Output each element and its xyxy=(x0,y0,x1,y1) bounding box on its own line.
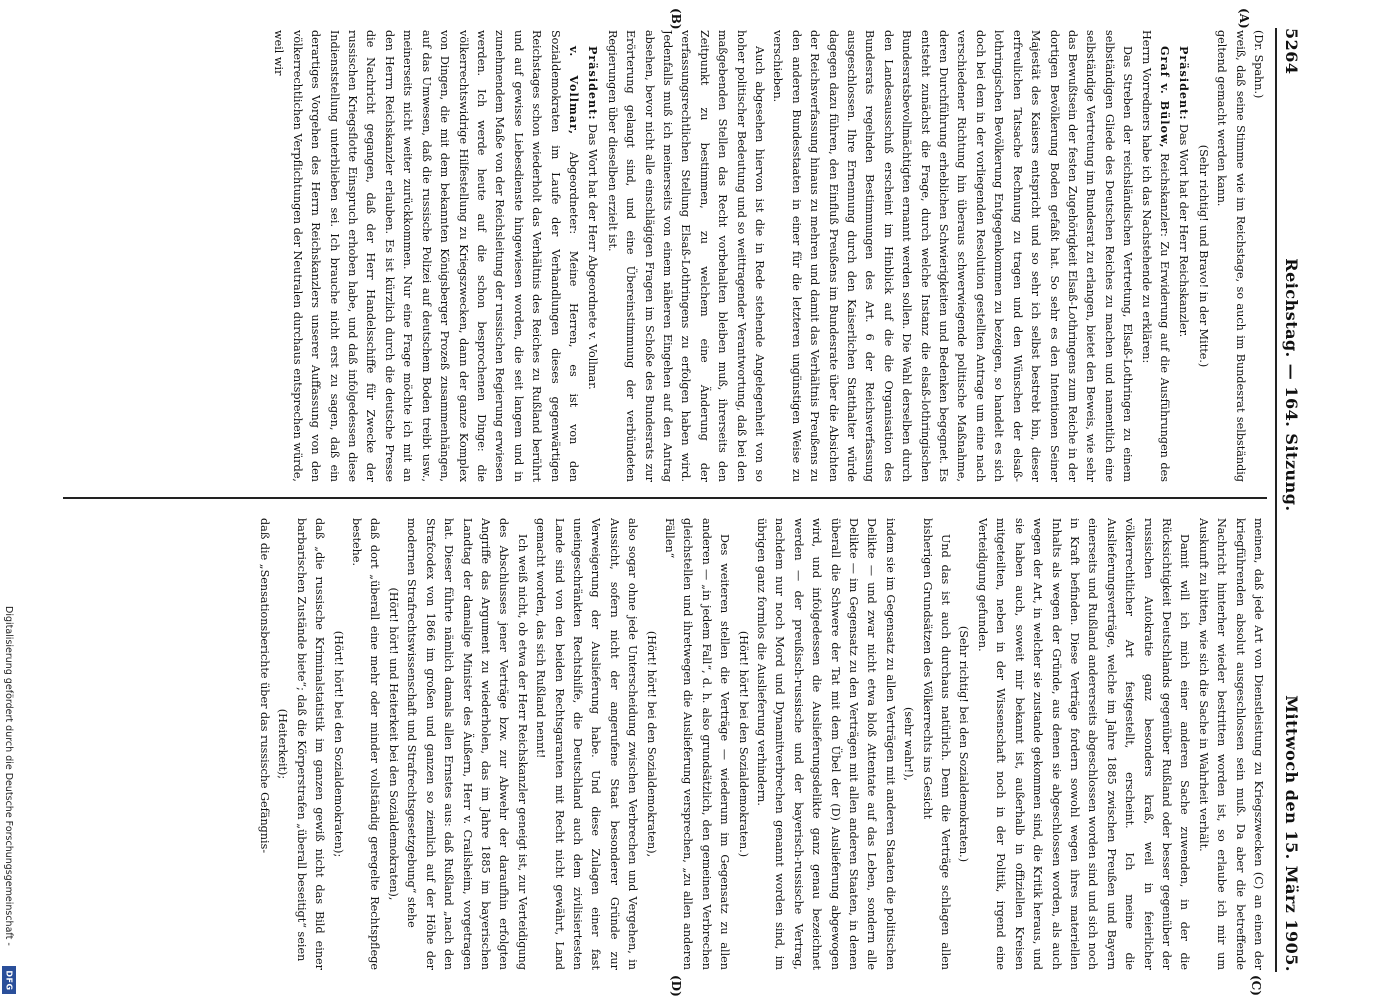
paragraph-text: (Hört! hört! bei den Sozialdemokraten.) xyxy=(736,630,750,858)
dfg-logo-text: DFG xyxy=(4,969,14,991)
paragraph-text: (Hört! hört! bei den Sozialdemokraten); xyxy=(331,630,345,858)
paragraph-text: (Hört! hört! und Heiterkeit bei den Sozialdemokraten), xyxy=(386,587,400,901)
paragraph xyxy=(1193,30,1211,482)
digitization-credit: Digitalisierung gefördert durch die Deutsche Forschungsgemeinschaft - xyxy=(3,606,14,946)
paragraph xyxy=(733,518,751,970)
paragraph-text: Abgeordneter: Meine Herren, es ist von den Sozialdemokraten im Laufe der Verhandlungen dieses gegenwärtigen Reichstages schon wiederholt das Verhältnis des Reiches zu Rußland berührt und auf gewisse Liebesdienste hingewiesen worden, die seit langem und in zunehmendem Maße von der Reichsleitung der russischen Regierung erwiesen werden. Ich werde heute auf die schon besprochenen Dinge: die völkerrechtswidrige Hilfestellung zu Kriegszwecken, dann der ganze Komplex von Dingen, die mit dem bekannten Königsberger Prozeß zusammenhängen, auf das Umwesen, daß die russische Polizei auf deutschem Boden treibt usw., meinerseits nicht weiter zurückkommen. Nur eine Frage möchte ich mit an den Herrn Reichskanzler erlauben. Es ist kürzlich durch die deutsche Presse die Nachricht gegangen, daß der Herr Handelsschiffe für Zwecke der russischen Kriegsflotte Einspruch erhoben habe, und daß infolgedessen diese Indienststellung unterblieben sei. Ich brauche nicht erst zu sagen, daß ein derartiges Vorgehen des Herrn Reichskanzlers unserer Auffassung von den völkerrechtlichen Verpflichtungen der Neutralen durchaus entsprechen würde, weil wir xyxy=(272,30,580,482)
paragraph-text: daß dort „überall eine mehr oder minder vollständig geregelte Rechtspflege bestehe. xyxy=(350,518,382,970)
paragraph-text: (Sehr richtig! und Bravo! in der Mitte.) xyxy=(1196,144,1210,368)
paragraph xyxy=(602,30,768,482)
speaker-name: v. Vollmar, xyxy=(566,46,581,136)
paragraph xyxy=(641,518,659,970)
paragraph-text: Das Streben der reichsländischen Vertretung, Elsaß-Lothringen zu einem selbständigen Gliede des Deutschen Reiches zu machen und namentlich eine selbständige Vertretung im Bundesrat zu erlangen, bietet den Beweis, wie sehr das Bewußtsein der festen Zugehörigkeit Elsaß-Lothringens zum Reiche in der dortigen Bevölkerung Boden gefaßt hat. So sehr es den Intentionen Seiner Majestät des Kaisers entspricht und so sehr ich selbst bestrebt bin, dieser erfreulichen Tatsache Rechnung zu tragen und den Wünschen der elsaß-lothringischen Bevölkerung Entgegenkommen zu bezeigen, so handelt es sich doch bei dem in der vorliegenden Resolution gestellten Antrage um eine nach verschiedener Richtung hin überaus schwerwiegende politische Maßnahme, deren Durchführung erheblichen Schwierigkeiten und Bedenken begegnet. Es entsteht zunächst die Frage, durch welche Instanz die elsaß-lothringischen Bundesratsbevollmächtigten ernannt werden sollen. Die Wahl derselben durch den Landesausschuß erscheint im Hinblick auf die die Organisation des Bundesrats regelnden Bestimmungen des Art. 6 der Reichsverfassung ausgeschlossen. Ihre Ernennung durch den Kaiserlichen Statthalter würde dagegen dazu führen, den Einfluß Preußens im Bundesrate über die Absichten der Reichsverfassung hinaus zu mehren und damit das Verhältnis Preußens zu den anderen Bundesstaaten in einer für die letzteren ungünstigen Weise zu verschieben. xyxy=(771,30,1135,482)
paragraph xyxy=(768,30,1136,482)
paragraph-text: daß „die russische Kriminalstatistik im ganzen gewiß nicht das Bild einer barbarischen Zustände biete“; daß die Körperstrafen „überall beseitigt“ seien xyxy=(294,518,327,970)
column-divider xyxy=(63,497,1267,499)
paragraph xyxy=(583,30,602,482)
paragraph-text: Auch abgesehen hiervon ist die in Rede stehende Angelegenheit von so hoher politischer Bedeutung und so weittragender Verantwortung, daß bei den maßgebenden Stellen das Recht vorbehalten bleiben muß, ihrerseits den Zeitpunkt zu bestimmen, zu welchem eine Änderung der verfassungsrechtlichen Stellung Elsaß-Lothringens zu erfolgen haben wird. Jedenfalls muß ich meinerseits von einem näheren Eingehen auf den Antrag absehen, bevor nicht alle einschlägigen Fragen im Schoße des Bundesrats zur Erörterung gelangt sind, und eine Übereinstimmung der verbündeten Regierungen über dieselben erzielt ist. xyxy=(605,30,767,482)
paragraph-text: Reichskanzler: Zu Erwiderung auf die Ausführungen des Herrn Vorredners habe ich das Nachstehende zu erklären: xyxy=(1139,30,1171,482)
paragraph xyxy=(328,518,346,970)
paragraph-text: weiß, daß seine Stimme wie im Reichstage, so auch im Bundesrat selbständig geltend gemacht werden kann. xyxy=(1215,30,1247,482)
dfg-logo xyxy=(2,966,16,994)
margin-marker-c: (C) xyxy=(1249,975,1263,996)
paragraph xyxy=(973,518,1194,970)
paragraph xyxy=(291,518,328,970)
paragraph-text: indem sie im Gegensatz zu allen Verträgen mit anderen Staaten die politischen Delikte — und zwar nicht etwa bloß Attentate auf das Leben, sondern alle Delikte — im Gegensatz zu den Verträgen mit allen anderen Staaten, in denen überall die Schwere der Tat mit dem Übel der (D) Auslieferung abgewogen wird, und infolgedessen die Auslieferungsdelikte ganz genau bezeichnet werden — der preußisch-russische und der bayerisch-russische Vertrag, nachdem nur noch Mord und Dynamitverbrechen genannt worden sind, im übrigen ganz formlos die Auslieferung verhindern. xyxy=(755,518,897,970)
header-rule xyxy=(1275,28,1277,972)
left-column xyxy=(63,30,1267,482)
paragraph-text: (sehr wahr!), xyxy=(902,706,916,782)
paragraph xyxy=(255,518,273,970)
paragraph xyxy=(1193,518,1267,970)
paragraph-text: also sogar ohne jede Unterscheidung zwischen Verbrechen und Vergehen, in Aussicht, sofern nicht der angerufene Staat besonderer Gründe zur Verweigerung der Auslieferung habe. Und diese Zulagen einer fast uneingeschränkten Rechtshilfe, die Deutschland auch dem zivilisiertesten Lande sind von den beiden Rechtsgaranten mit Recht nicht gewährt, Land gemacht worden, das sich Rußland nennt! xyxy=(534,518,640,970)
paragraph-text: Ich weiß nicht, ob etwa der Herr Reichskanzler geneigt ist, zur Verteidigung des Abschlusses jener Verträge bzw. zur Abwehr der daraufhin erfolgten Angriffe das Argument zu wiederholen, das im Jahre 1885 im bayerischen Landtag der damalige Minister des Äußern, Herr v. Crailsheim, vorgetragen hat. Dieser führte nämlich damals allen Ernstes aus: daß Rußland „nach den Strafcodex von 1866 im großen und ganzen so ziemlich auf der Höhe der modernen Strafrechtswissenschaft und Strafrechtsgesetzgebung“ stehe xyxy=(405,518,529,970)
paragraph xyxy=(269,30,583,482)
paragraph-text: daß die „Sensationsberichte über das russische Gefängnis- xyxy=(258,518,272,854)
paragraph xyxy=(402,518,531,970)
paragraph xyxy=(531,518,641,970)
session-title: Reichstag. — 164. Sitzung. xyxy=(1282,258,1302,512)
paragraph xyxy=(660,518,734,970)
paragraph xyxy=(899,518,917,970)
paragraph xyxy=(1174,30,1193,482)
paragraph-text: Des weiteren stellen die Verträge — wiederum im Gegensatz zu allen anderen — „in jedem Fall“, d. h. also grundsätzlich, den gemeinen Verbrechen gleichstellen und ihretwegen die Auslieferung versprechen, „zu allen anderen Fällen“ xyxy=(663,518,732,970)
paragraph-text: (Sehr richtig! bei den Sozialdemokraten.) xyxy=(957,625,971,863)
margin-marker-d: (D) xyxy=(669,975,683,997)
session-date: Mittwoch den 15. März 1905. xyxy=(1282,695,1302,972)
speaker-name: Graf v. Bülow, xyxy=(1157,46,1172,149)
paragraph-text: Und das ist auch durchaus natürlich. Denn die Verträge schlagen allen bisherigen Grundsätzen des Völkerrechts ins Gesicht xyxy=(920,518,953,970)
right-column xyxy=(63,518,1267,970)
paragraph xyxy=(384,518,402,970)
paragraph-text: Das Wort hat der Herr Abgeordnete v. Vollmar. xyxy=(586,124,600,390)
paragraph-text: meinen, daß jede Art von Dienstleistung zu Kriegszwecken (C) an einen der kriegführenden absolut ausgeschlossen sein muß. Da aber die betreffende Nachricht hinterher wieder bestritten worden ist, so erlaube ich mir um Auskunft zu bitten, wie sich die Sache in Wahrheit verhält. xyxy=(1196,518,1265,970)
margin-marker-a: (A) xyxy=(1237,8,1251,29)
paragraph xyxy=(954,518,972,970)
paragraph-text: (Heiterkeit); xyxy=(276,708,290,780)
paragraph-text: (Hört! hört! bei den Sozialdemokraten), xyxy=(644,630,658,858)
paragraph xyxy=(1212,30,1249,482)
paragraph-text: Damit will ich mich einer anderen Sache zuwenden, in der die Rücksichtigkeit Deutschlands gegenüber Rußland oder besser gegenüber der russischen Autokratie ganz besonders kraß, weil in feierlicher völkerrechtlicher Art festgestellt, erscheint. Ich meine die Auslieferungsverträge, welche im Jahre 1885 zwischen Preußen und Bayern einerseits und Rußland andererseits abgeschlossen worden sind und sich noch in Kraft befinden. Diese Verträge fordern sowohl wegen ihres materiellen Inhalts als wegen der Gründe, aus denen sie abgeschlossen worden, als auch wegen der Art, in welcher sie zustande gekommen sind, die Kritik heraus, und sie haben auch, soweit mir bekannt ist, außerhalb in offiziellen Kreisen mitgeteilten, neben in der Wissenschaft noch in der Politik, irgend eine Verteidigung gefunden. xyxy=(975,518,1192,970)
paragraph xyxy=(273,518,291,970)
paragraph xyxy=(347,518,384,970)
paragraph xyxy=(752,518,899,970)
speaker-name: Präsident: xyxy=(586,46,601,121)
document-page xyxy=(23,0,1323,1000)
paragraph-text: Das Wort hat der Herr Reichskanzler. xyxy=(1177,124,1191,338)
paragraph xyxy=(1249,30,1267,482)
digitization-strip xyxy=(0,0,20,1000)
page-number: 5264 xyxy=(1282,28,1302,75)
margin-marker-b: (B) xyxy=(669,8,683,30)
paragraph-text: (Dr. Spahn.) xyxy=(1252,30,1265,99)
speaker-name: Präsident: xyxy=(1177,46,1192,121)
page-header xyxy=(1279,28,1305,972)
paragraph xyxy=(1136,30,1174,482)
paragraph xyxy=(917,518,954,970)
